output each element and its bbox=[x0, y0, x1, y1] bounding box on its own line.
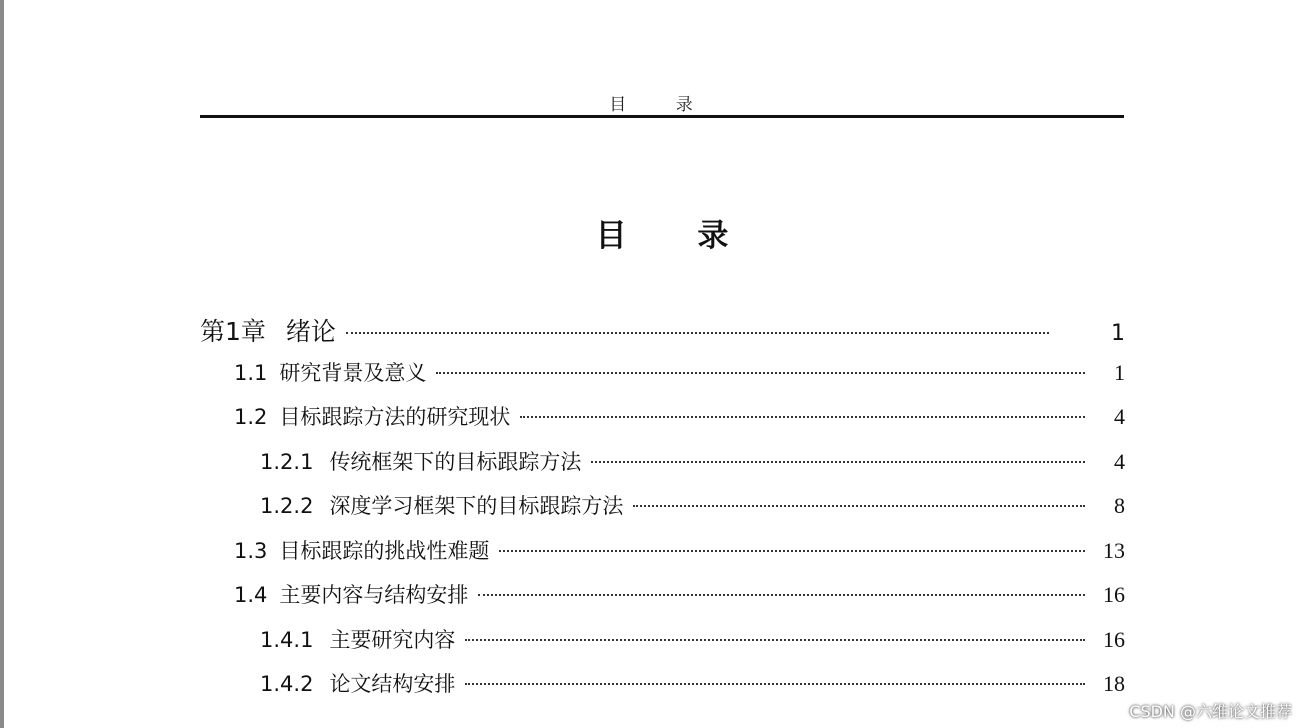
toc-entry[interactable] bbox=[200, 357, 1125, 402]
dot-leader bbox=[436, 372, 1085, 374]
dot-leader bbox=[499, 550, 1085, 552]
toc-entry-page-number: 1 bbox=[1114, 359, 1125, 385]
toc-entry-number: 1.4 bbox=[234, 583, 268, 607]
watermark: CSDN @六维论文推荐 bbox=[1129, 702, 1292, 721]
toc-entry-number: 1.2.1 bbox=[260, 449, 314, 474]
toc-entry[interactable] bbox=[200, 401, 1125, 446]
dot-leader bbox=[520, 416, 1085, 418]
dot-leader bbox=[346, 332, 1049, 334]
toc-entry-text: 研究背景及意义 bbox=[279, 360, 427, 385]
toc-entry-label bbox=[234, 401, 516, 431]
toc-entry-text: 传统框架下的目标跟踪方法 bbox=[329, 449, 582, 474]
toc-entry[interactable] bbox=[200, 312, 1125, 357]
toc-entry-label bbox=[260, 446, 587, 476]
toc-entry-number: 1.4.2 bbox=[260, 672, 314, 696]
toc-entry-page-number: 13 bbox=[1103, 537, 1125, 563]
toc-entry-text: 绪论 bbox=[285, 317, 336, 346]
toc-entry-text: 主要研究内容 bbox=[329, 627, 456, 652]
toc-entry-number: 1.4.1 bbox=[260, 627, 314, 652]
toc-entry-page-number: 8 bbox=[1114, 493, 1125, 518]
left-edge-border bbox=[0, 0, 4, 728]
toc-entry-text: 目标跟踪方法的研究现状 bbox=[279, 405, 511, 429]
running-head: 目 录 bbox=[609, 95, 715, 115]
toc-entry-text: 深度学习框架下的目标跟踪方法 bbox=[329, 494, 624, 518]
toc-entry[interactable] bbox=[200, 668, 1125, 713]
toc-entry-label bbox=[200, 312, 342, 348]
toc-entry-page-number: 18 bbox=[1103, 671, 1125, 696]
toc-entry-number: 1.2 bbox=[234, 405, 268, 429]
toc-entry-number: 1.3 bbox=[234, 538, 268, 563]
toc-entry[interactable] bbox=[200, 446, 1125, 491]
toc-entry-text: 主要内容与结构安排 bbox=[279, 583, 469, 607]
dot-leader bbox=[465, 639, 1085, 641]
toc-entry-label bbox=[234, 579, 474, 609]
toc-entry-number: 1.2.2 bbox=[260, 494, 314, 518]
toc-entry[interactable] bbox=[200, 579, 1125, 624]
toc-entry-text: 论文结构安排 bbox=[329, 672, 456, 696]
toc-entry-page-number: 4 bbox=[1114, 448, 1125, 474]
toc-entry-label bbox=[260, 668, 461, 698]
toc-entry-page-number: 16 bbox=[1103, 582, 1125, 607]
toc-entry-text: 目标跟踪的挑战性难题 bbox=[279, 538, 490, 563]
toc-entry-number: 第1章 bbox=[200, 317, 266, 346]
toc-entry[interactable] bbox=[200, 624, 1125, 669]
toc-entry-page-number: 1 bbox=[1111, 321, 1125, 346]
toc-entry-label bbox=[234, 535, 495, 565]
toc-entry-label bbox=[260, 490, 629, 520]
dot-leader bbox=[478, 594, 1085, 596]
toc-entry-label bbox=[234, 357, 432, 387]
toc-entry-label bbox=[260, 624, 461, 654]
toc-entry-page-number: 4 bbox=[1114, 404, 1125, 429]
toc-title: 目 录 bbox=[595, 218, 759, 254]
header-rule bbox=[200, 115, 1124, 118]
toc-entry[interactable] bbox=[200, 535, 1125, 580]
dot-leader bbox=[633, 505, 1085, 507]
toc-entry-page-number: 16 bbox=[1103, 626, 1125, 652]
toc-entry-number: 1.1 bbox=[234, 360, 268, 385]
dot-leader bbox=[591, 461, 1085, 463]
dot-leader bbox=[465, 683, 1085, 685]
toc-entry[interactable] bbox=[200, 490, 1125, 535]
toc-list bbox=[200, 312, 1125, 713]
